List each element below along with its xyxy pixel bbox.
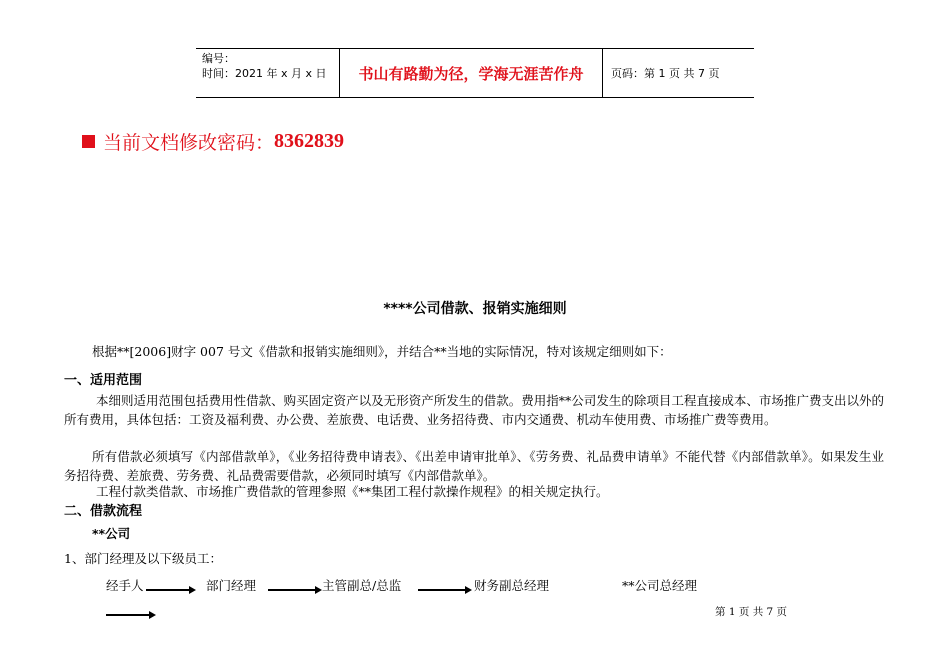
section2-item-1: 1、部门经理及以下级员工： bbox=[64, 551, 222, 566]
header-table bbox=[196, 48, 754, 98]
flow-arrow-3-icon bbox=[418, 589, 466, 591]
section2-company: **公司 bbox=[92, 526, 131, 541]
header-motto: 书山有路勤为径，学海无涯苦作舟 bbox=[339, 49, 603, 97]
section1-paragraph-2: 所有借款必须填写《内部借款单》，《业务招待费申请表》、《出差申请审批单》、《劳务费、礼品费申请单》不能代替《内部借款单》。如果发生业务招待费、差旅费、劳务费、礼品费需要借款，必须同时填写《内部借款单》。 bbox=[64, 449, 884, 483]
section1-paragraph-3: 工程付款类借款、市场推广费借款的管理参照《**集团工程付款操作规程》的相关规定执行。 bbox=[96, 484, 609, 499]
section1-paragraph-1: 本细则适用范围包括费用性借款、购买固定资产以及无形资产所发生的借款。费用指**公司发生的除项目工程直接成本、市场推广费支出以外的所有费用，具体包括：工资及福利费、办公费、差旅费、电话费、业务招待费、市内交通费、机动车使用费、市场推广费等费用。 bbox=[64, 393, 884, 427]
password-code: 8362839 bbox=[274, 130, 345, 152]
password-label: 当前文档修改密码： bbox=[103, 132, 275, 154]
flow-step-5: **公司总经理 bbox=[622, 578, 698, 593]
section1-heading: 一、适用范围 bbox=[64, 373, 143, 388]
flow-step-4: 财务副总经理 bbox=[474, 578, 550, 593]
flow-arrow-4-icon bbox=[106, 614, 150, 616]
footer-page-number: 第 1 页 共 7 页 bbox=[715, 606, 788, 618]
flow-arrow-2-icon bbox=[268, 589, 316, 591]
bullet-square-icon bbox=[82, 135, 95, 148]
password-notice bbox=[82, 128, 344, 155]
serial-label: 编号： bbox=[202, 52, 235, 65]
intro-paragraph: 根据**[2006]财字 007 号文《借款和报销实施细则》，并结合**当地的实际情况，特对该规定细则如下： bbox=[92, 344, 672, 359]
flow-step-3: 主管副总/总监 bbox=[322, 578, 402, 593]
flow-step-2: 部门经理 bbox=[206, 578, 257, 593]
section2-heading: 二、借款流程 bbox=[64, 504, 143, 519]
flow-arrow-1-icon bbox=[146, 589, 190, 591]
header-left-cell bbox=[196, 49, 339, 97]
header-page-code: 页码：第 1 页 共 7 页 bbox=[611, 67, 720, 80]
flow-step-1: 经手人 bbox=[106, 578, 144, 593]
document-title: ****公司借款、报销实施细则 bbox=[383, 301, 567, 317]
date-label: 时间：2021 年 x 月 x 日 bbox=[202, 67, 327, 80]
